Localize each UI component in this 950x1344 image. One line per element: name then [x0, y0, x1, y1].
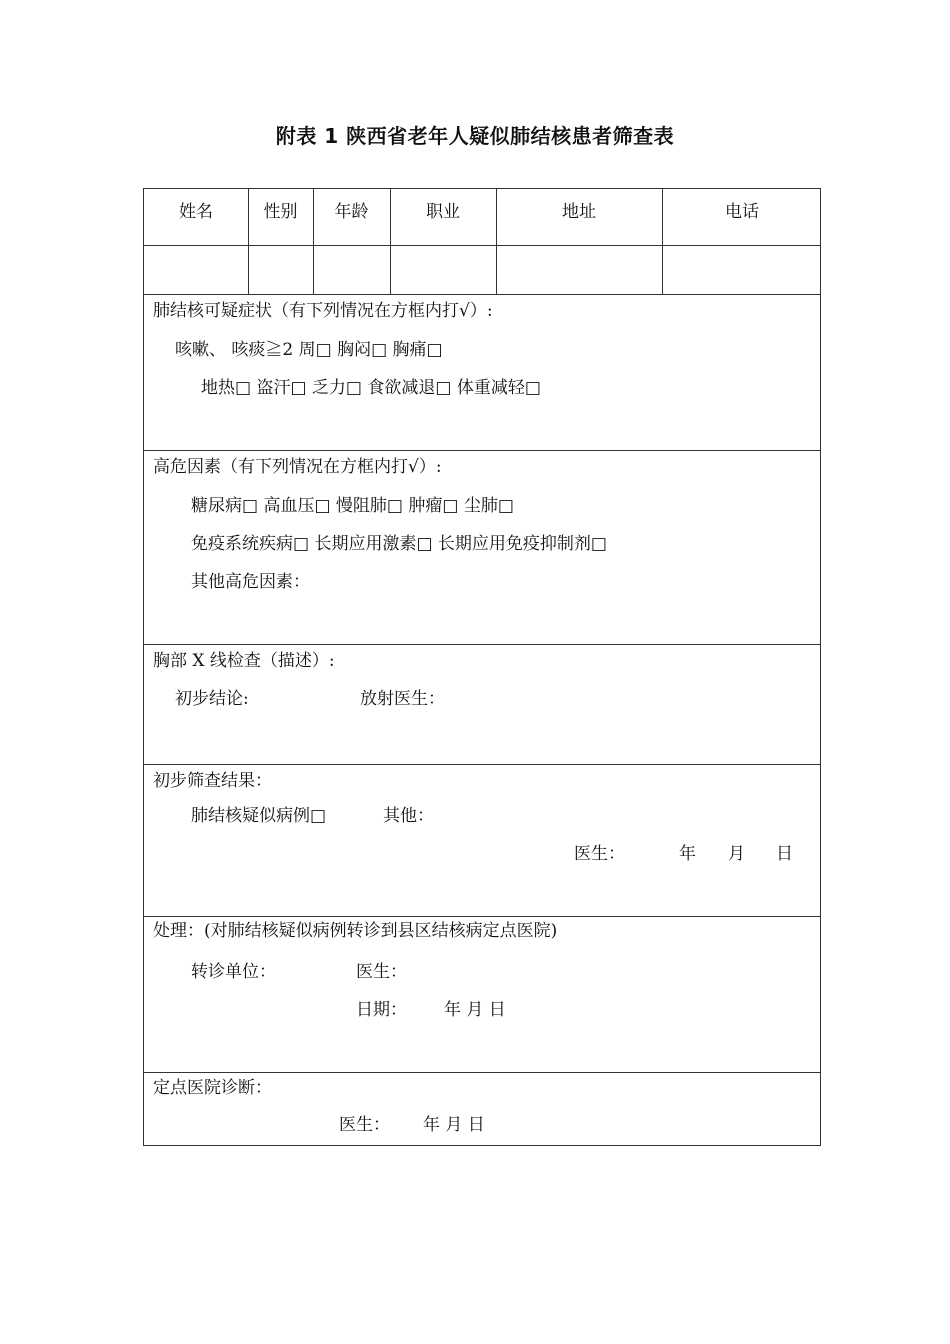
screening-other[interactable]: 其他：	[383, 806, 434, 826]
row-divider	[144, 450, 820, 451]
risk-line-2[interactable]: 免疫系统疾病□ 长期应用激素□ 长期应用免疫抑制剂□	[191, 534, 607, 554]
header-occupation: 职业	[426, 202, 460, 222]
screening-month: 月	[728, 844, 745, 864]
header-gender: 性别	[263, 202, 298, 222]
screening-form	[143, 188, 821, 1146]
handling-heading: 处理：(对肺结核疑似病例转诊到县区结核病定点医院)	[153, 921, 558, 941]
gender-field[interactable]	[249, 246, 313, 294]
screening-day: 日	[776, 844, 793, 864]
phone-field[interactable]	[663, 246, 821, 294]
name-field[interactable]	[144, 246, 248, 294]
address-field[interactable]	[497, 246, 662, 294]
row-divider	[144, 764, 820, 765]
symptoms-line-2[interactable]: 地热□ 盗汗□ 乏力□ 食欲减退□ 体重减轻□	[201, 378, 541, 398]
handling-unit[interactable]: 转诊单位：	[191, 962, 276, 982]
header-name: 姓名	[179, 202, 213, 222]
row-divider	[144, 245, 820, 246]
xray-heading: 胸部 X 线检查（描述）:	[153, 651, 335, 671]
age-field[interactable]	[314, 246, 390, 294]
screening-year: 年	[679, 844, 696, 864]
screening-suspected[interactable]: 肺结核疑似病例□	[191, 806, 327, 826]
risk-other[interactable]: 其他高危因素：	[191, 572, 310, 592]
risk-heading: 高危因素（有下列情况在方框内打√）:	[153, 457, 442, 477]
header-age: 年龄	[334, 202, 369, 222]
header-phone: 电话	[725, 202, 759, 222]
row-divider	[144, 644, 820, 645]
diagnosis-doctor[interactable]: 医生：	[339, 1115, 390, 1135]
handling-date-label: 日期：	[356, 1000, 407, 1020]
screening-doctor[interactable]: 医生：	[574, 844, 625, 864]
symptoms-heading: 肺结核可疑症状（有下列情况在方框内打√）:	[153, 301, 493, 321]
screening-heading: 初步筛查结果：	[153, 771, 272, 791]
occupation-field[interactable]	[391, 246, 496, 294]
handling-doctor[interactable]: 医生：	[356, 962, 407, 982]
xray-conclusion[interactable]: 初步结论:	[175, 689, 249, 709]
row-divider	[144, 294, 820, 295]
page-title: 附表 1 陕西省老年人疑似肺结核患者筛查表	[275, 124, 675, 148]
diagnosis-date-value[interactable]: 年 月 日	[423, 1115, 485, 1135]
risk-line-1[interactable]: 糖尿病□ 高血压□ 慢阻肺□ 肿瘤□ 尘肺□	[191, 496, 514, 516]
handling-date-value[interactable]: 年 月 日	[444, 1000, 506, 1020]
diagnosis-heading: 定点医院诊断：	[153, 1078, 272, 1098]
symptoms-line-1[interactable]: 咳嗽、 咳痰≧2 周□ 胸闷□ 胸痛□	[175, 340, 443, 360]
xray-radiologist[interactable]: 放射医生：	[360, 689, 445, 709]
header-address: 地址	[562, 202, 596, 222]
